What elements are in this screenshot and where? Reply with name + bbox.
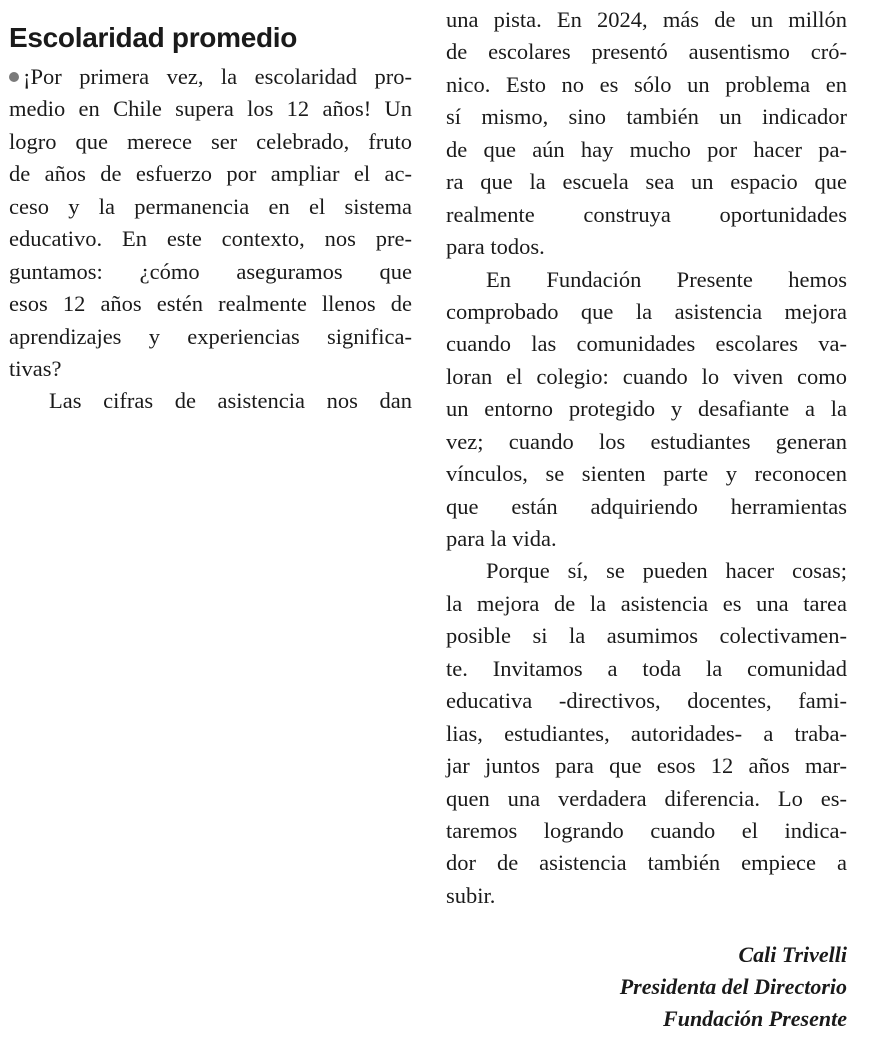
text-line: guntamos: ¿cómo aseguramos que <box>9 258 412 284</box>
text-line: una pista. En 2024, más de un millón <box>446 7 847 32</box>
text-line: esos 12 años estén realmente llenos de <box>9 291 412 317</box>
left-column-body <box>9 61 412 418</box>
text-line: un entorno protegido y desafiante a la <box>446 396 847 422</box>
text-line: nico. Esto no es sólo un problema en <box>446 71 847 97</box>
text-line: En Fundación Presente hemos <box>486 266 847 292</box>
text-line: dor de asistencia también empiece a <box>446 850 847 876</box>
text-line: de que aún hay mucho por hacer pa- <box>446 136 847 162</box>
text-line: subir. <box>446 882 496 908</box>
text-line: de escolares presentó ausentismo cró- <box>446 39 847 65</box>
text-line: realmente construya oportunidades <box>446 201 847 227</box>
text-line: posible si la asumimos colectivamen- <box>446 623 847 649</box>
text-line: cuando las comunidades escolares va- <box>446 331 847 357</box>
text-line: Porque sí, se pueden hacer cosas; <box>486 558 847 584</box>
text-line: quen una verdadera diferencia. Lo es- <box>446 785 847 811</box>
text-line: educativo. En este contexto, nos pre- <box>9 226 412 252</box>
text-line: medio en Chile supera los 12 años! Un <box>9 96 412 122</box>
right-column-body <box>446 4 847 912</box>
text-line: la mejora de la asistencia es una tarea <box>446 590 847 616</box>
text-line: ¡Por primera vez, la escolaridad pro- <box>9 61 412 93</box>
text-line: que están adquiriendo herramientas <box>446 493 847 519</box>
text-line: jar juntos para que esos 12 años mar- <box>446 753 847 779</box>
text-line: de años de esfuerzo por ampliar el ac- <box>9 161 412 187</box>
text-line: taremos logrando cuando el indica- <box>446 817 847 843</box>
text-line: para la vida. <box>446 526 557 551</box>
article-headline: Escolaridad promedio <box>9 22 298 53</box>
text-line: educativa -directivos, docentes, fami- <box>446 688 847 714</box>
text-line: aprendizajes y experiencias significa- <box>9 323 412 349</box>
text-line: para todos. <box>446 234 545 260</box>
text-line: loran el colegio: cuando lo viven como <box>446 363 847 389</box>
text-line: comprobado que la asistencia mejora <box>446 298 847 324</box>
text-line: lias, estudiantes, autoridades- a traba- <box>446 720 847 746</box>
text-line: vez; cuando los estudiantes generan <box>446 428 847 454</box>
text-line: ceso y la permanencia en el sistema <box>9 193 412 219</box>
text-line: Las cifras de asistencia nos dan <box>49 388 412 414</box>
bullet-icon <box>9 72 19 82</box>
author-name: Cali Trivelli <box>738 942 847 967</box>
text-line: vínculos, se sienten parte y reconocen <box>446 461 847 487</box>
text-line: tivas? <box>9 355 62 381</box>
text-line: te. Invitamos a toda la comunidad <box>446 655 847 681</box>
right-column <box>446 0 847 912</box>
author-organization: Fundación Presente <box>663 1006 847 1031</box>
text-line: logro que merece ser celebrado, fruto <box>9 128 412 154</box>
signature-block <box>620 939 847 1035</box>
text-line: sí mismo, sino también un indicador <box>446 104 847 130</box>
left-column <box>9 0 412 418</box>
text-line: ra que la escuela sea un espacio que <box>446 169 847 195</box>
author-role: Presidenta del Directorio <box>619 974 847 999</box>
